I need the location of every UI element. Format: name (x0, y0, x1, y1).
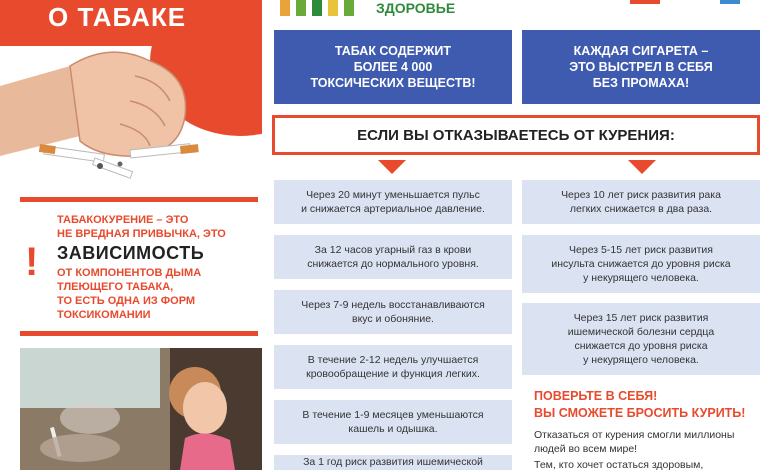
fact-box-shot-line: КАЖДАЯ СИГАРЕТА – (573, 44, 709, 58)
benefit-card (522, 303, 760, 375)
benefit-line: Через 7-9 недель восстанавливаются (301, 299, 485, 311)
benefit-line: В течение 1-9 месяцев уменьшаются (302, 409, 484, 421)
child-smoke-photo (20, 348, 262, 470)
logo-text: ЗДОРОВЬЕ (376, 0, 456, 16)
child-in-car-image (20, 348, 262, 470)
fact-box-shot (522, 30, 760, 104)
benefit-line: вкус и обоняние. (352, 313, 434, 325)
benefit-card (274, 235, 512, 279)
benefit-card (274, 180, 512, 224)
arrow-down-left-icon (378, 160, 406, 174)
footer-line-2: людей во всем мире! (534, 443, 638, 455)
benefit-line: Через 15 лет риск развития (573, 312, 709, 324)
arrow-down-right-icon (628, 160, 656, 174)
benefit-card (522, 235, 760, 293)
quit-banner: ЕСЛИ ВЫ ОТКАЗЫВАЕТЕСЬ ОТ КУРЕНИЯ: (272, 115, 760, 155)
benefit-line: у некурящего человека. (583, 354, 699, 366)
fact-box-shot-line: ЭТО ВЫСТРЕЛ В СЕБЯ (569, 60, 713, 74)
divider-top (20, 197, 258, 202)
benefit-line: В течение 2-12 недель улучшается (307, 354, 479, 366)
footer-line-1: Отказаться от курения смогли миллионы (534, 429, 735, 441)
exclamation-icon: ! (25, 240, 39, 284)
logo-figures-icon (278, 0, 358, 18)
benefit-line: Через 20 минут уменьшается пульс (306, 189, 480, 201)
fact-box-toxins-line: ТАБАК СОДЕРЖИТ (334, 44, 452, 58)
benefit-card (274, 290, 512, 334)
benefit-line: легких снижается в два раза. (569, 203, 713, 215)
benefit-card (274, 400, 512, 444)
benefit-line: у некурящего человека. (583, 272, 699, 284)
benefit-card (522, 180, 760, 224)
benefit-line: За 1 год риск развития ишемической (303, 456, 483, 468)
warning-line-1: ТАБАКОКУРЕНИЕ – ЭТО (57, 214, 189, 226)
benefit-card (274, 455, 512, 470)
fact-box-toxins-line: ТОКСИЧЕСКИХ ВЕЩЕСТВ! (310, 76, 476, 90)
detail-line-2: ТЛЕЮЩЕГО ТАБАКА, (57, 281, 174, 293)
warning-line-2: НЕ ВРЕДНАЯ ПРИВЫЧКА, ЭТО (57, 228, 226, 240)
benefit-line: снижается до уровня риска (574, 340, 708, 352)
detail-line-3: ТО ЕСТЬ ОДНА ИЗ ФОРМ (57, 295, 196, 307)
benefit-line: снижается до нормального уровня. (307, 258, 479, 270)
benefit-line: Через 5-15 лет риск развития (569, 244, 713, 256)
footer-line-3: Тем, кто хочет остаться здоровым, (534, 459, 704, 471)
fact-box-toxins (274, 30, 512, 104)
cta-line-2: ВЫ СМОЖЕТЕ БРОСИТЬ КУРИТЬ! (534, 406, 746, 420)
fact-box-shot-line: БЕЗ ПРОМАХА! (592, 76, 690, 90)
partner-logos-icon (630, 0, 750, 10)
page-title: О ТАБАКЕ (48, 2, 187, 32)
fact-box-toxins-line: БОЛЕЕ 4 000 (353, 60, 433, 74)
fist-illustration (0, 46, 262, 196)
dependency-heading: ЗАВИСИМОСТЬ (57, 243, 205, 263)
detail-line-1: ОТ КОМПОНЕНТОВ ДЫМА (57, 267, 202, 279)
benefit-line: Через 10 лет риск развития рака (561, 189, 721, 201)
cta-line-1: ПОВЕРЬТЕ В СЕБЯ! (534, 389, 658, 403)
benefit-line: кровообращение и функция легких. (306, 368, 480, 380)
divider-bottom (20, 331, 258, 336)
benefit-line: За 12 часов угарный газ в крови (314, 244, 472, 256)
benefit-line: кашель и одышка. (348, 423, 438, 435)
benefit-line: и снижается артериальное давление. (301, 203, 485, 215)
fist-crushing-cigarettes-icon (0, 46, 262, 196)
benefit-card (274, 345, 512, 389)
detail-line-4: ТОКСИКОМАНИИ (57, 309, 151, 321)
benefit-line: ишемической болезни сердца (567, 326, 715, 338)
benefit-line: инсульта снижается до уровня риска (551, 258, 731, 270)
